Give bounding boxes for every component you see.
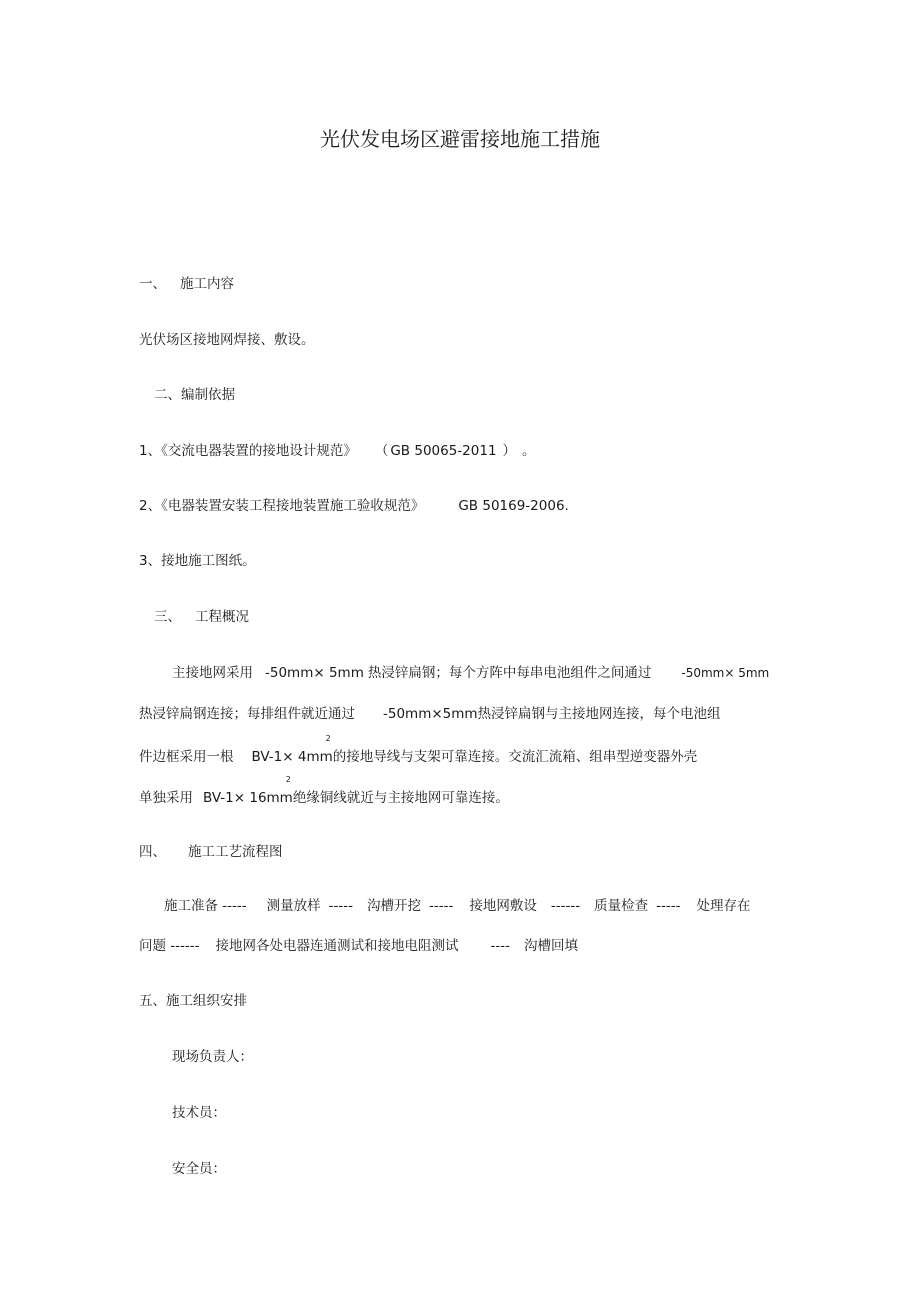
overview-line-4 bbox=[139, 775, 509, 807]
basis-item-number: 1、 bbox=[139, 443, 162, 459]
basis-item-number: 2、 bbox=[139, 498, 162, 514]
basis-item-code: GB 50065-2011 bbox=[390, 443, 497, 459]
flow-step: 施工准备 ----- bbox=[164, 898, 247, 914]
steel-spec: -50mm× 5mm bbox=[265, 665, 364, 681]
steel-spec: -50mm×5mm bbox=[383, 706, 478, 722]
overview-text: 绝缘铜线就近与主接地网可靠连接。 bbox=[292, 790, 509, 806]
role-site-manager: 现场负责人： bbox=[172, 1049, 253, 1065]
section-3-number: 三、 bbox=[154, 609, 181, 625]
overview-text: 的接地导线与支架可靠连接。交流汇流箱、组串型逆变器外壳 bbox=[332, 749, 698, 765]
overview-text: 热浸锌扁钢；每个方阵中每串电池组件之间通过 bbox=[367, 665, 652, 681]
basis-item-end: 。 bbox=[522, 443, 536, 459]
squared-superscript: 2 bbox=[325, 734, 331, 743]
section-3-heading bbox=[154, 608, 249, 626]
section-1-title: 施工内容 bbox=[180, 276, 234, 292]
flow-step: 接地网敷设 bbox=[469, 898, 537, 914]
basis-item-2 bbox=[139, 497, 569, 515]
section-1-heading bbox=[139, 275, 234, 293]
overview-line-2 bbox=[139, 705, 721, 723]
role-safety-officer: 安全员： bbox=[172, 1161, 226, 1177]
wire-spec-text: BV-1× 16mm bbox=[203, 790, 293, 806]
overview-text: 单独采用 bbox=[139, 790, 193, 806]
overview-line-1 bbox=[172, 664, 769, 682]
flow-step: 质量检查 bbox=[594, 898, 649, 914]
squared-superscript: 2 bbox=[285, 775, 291, 784]
flow-step: 测量放样 bbox=[266, 898, 321, 914]
basis-item-code: GB 50169-2006. bbox=[458, 498, 569, 514]
flow-arrow: ----- bbox=[328, 898, 354, 914]
basis-item-code-close: ） bbox=[502, 443, 517, 459]
flow-step: 接地网各处电器连通测试和接地电阻测试 bbox=[215, 938, 459, 954]
section-5-heading: 五、施工组织安排 bbox=[139, 993, 247, 1009]
overview-text: 主接地网采用 bbox=[172, 665, 253, 681]
process-flow-line-1 bbox=[164, 897, 750, 915]
section-4-number: 四、 bbox=[139, 844, 166, 860]
flow-arrow: ----- bbox=[429, 898, 454, 914]
wire-spec bbox=[203, 775, 293, 807]
basis-item-text: 《交流电器装置的接地设计规范》 bbox=[161, 443, 357, 459]
wire-spec bbox=[251, 734, 333, 766]
flow-step: 处理存在 bbox=[696, 898, 751, 914]
flow-step: 沟槽回填 bbox=[524, 938, 579, 954]
section-4-title: 施工工艺流程图 bbox=[188, 844, 283, 860]
basis-item-1 bbox=[139, 442, 536, 460]
flow-arrow: ---- bbox=[490, 938, 511, 954]
role-technician: 技术员： bbox=[172, 1105, 226, 1121]
basis-item-3 bbox=[139, 552, 256, 570]
flow-step: 问题 ------ bbox=[139, 938, 200, 954]
section-1-body: 光伏场区接地网焊接、敷设。 bbox=[139, 332, 315, 348]
document-title: 光伏发电场区避雷接地施工措施 bbox=[320, 127, 600, 151]
section-3-title: 工程概况 bbox=[195, 609, 249, 625]
flow-arrow: ------ bbox=[550, 898, 581, 914]
flow-step: 沟槽开挖 bbox=[367, 898, 422, 914]
section-2-heading: 二、编制依据 bbox=[154, 387, 235, 403]
section-4-heading bbox=[139, 843, 283, 861]
basis-item-number: 3、 bbox=[139, 553, 162, 569]
steel-spec: -50mm× 5mm bbox=[681, 666, 770, 680]
wire-spec-text: BV-1× 4mm bbox=[251, 749, 333, 765]
overview-text: 件边框采用一根 bbox=[139, 749, 234, 765]
overview-text: 热浸锌扁钢连接；每排组件就近通过 bbox=[139, 706, 355, 722]
overview-text: 热浸锌扁钢与主接地网连接，每个电池组 bbox=[477, 706, 721, 722]
basis-item-text: 接地施工图纸。 bbox=[161, 553, 256, 569]
section-1-number: 一、 bbox=[139, 276, 166, 292]
flow-arrow: ----- bbox=[656, 898, 681, 914]
overview-line-3 bbox=[139, 734, 698, 766]
process-flow-line-2 bbox=[139, 937, 578, 955]
basis-item-code-open: （ bbox=[374, 443, 389, 459]
basis-item-text: 《电器装置安装工程接地装置施工验收规范》 bbox=[161, 498, 425, 514]
